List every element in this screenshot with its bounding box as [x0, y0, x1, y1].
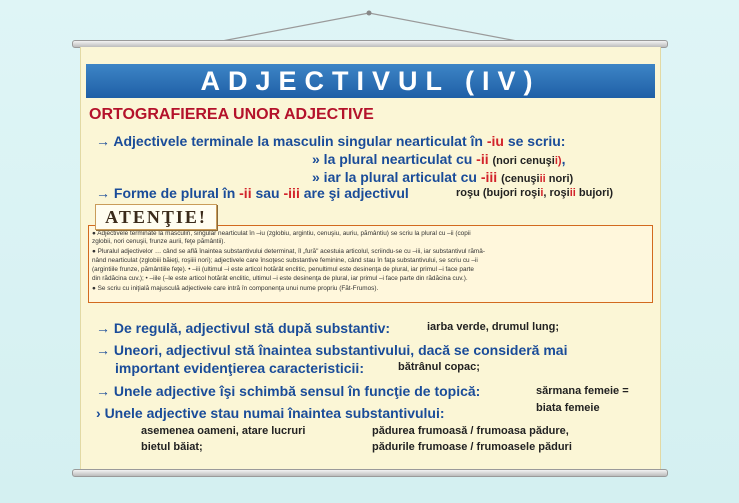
rule-rosu-plural: → Forme de plural în -ii sau -iii are şi adjectivul — [96, 185, 409, 201]
topic-example-1: pădurea frumoasă / frumoasa pădure, — [372, 425, 569, 437]
rule-adjective-before-noun: → Uneori, adjectivul stă înaintea substantivului, dacă se consideră mai — [96, 342, 568, 358]
rule-iu-plural-nonarticulated: » la plural nearticulat cu -ii (nori cenuşii), — [312, 151, 566, 167]
topic-example-2: pădurile frumoase / frumoasele păduri — [372, 441, 572, 453]
rule-adjective-before-noun-example: bătrânul copac; — [398, 361, 480, 373]
rule-iu-ending: → Adjectivele terminale la masculin singular nearticulat în -iu se scriu: — [96, 133, 566, 149]
poster — [80, 47, 661, 470]
attention-note-line: (argintiile frunze, pământiile feţe). • –iii (ultimul –i este articol hotărât enclitic, penultimul este desinenţa de plural, iar primul –i face parte — [92, 266, 474, 273]
rule-adjective-after-noun-example: iarba verde, drumul lung; — [427, 321, 560, 333]
rule-adjective-before-noun-line2: important evidenţierea caracteristicii: — [115, 360, 364, 376]
attention-note-line: zglobii, nori cenuşii, frunze aurii, feţe pământii). — [92, 238, 226, 245]
rule-only-before-noun: › Unele adjective stau numai înaintea substantivului: — [96, 405, 445, 421]
only-before-example-2: bietul băiat; — [141, 441, 203, 453]
rule-iu-plural-articulated: » iar la plural articulat cu -iii (cenuşiii nori) — [312, 169, 574, 185]
rule-meaning-by-topic: → Unele adjective îşi schimbă sensul în funcţie de topică: — [96, 383, 481, 399]
attention-label: ATENŢIE! — [95, 204, 217, 230]
attention-box — [88, 225, 653, 303]
only-before-example-1: asemenea oameni, atare lucruri — [141, 425, 306, 437]
rule-meaning-example-2: biata femeie — [536, 402, 600, 414]
attention-note-line: ● Se scriu cu iniţială majusculă adjectivele care intră în componenţa unui nume propriu (Făt-Frumos). — [92, 285, 379, 292]
attention-note-line: ● Pluralul adjectivelor … când se află înaintea substantivului determinat, îl „fură" acestuia articolul, scriindu-se cu –iii, iar substantivul rămâ- — [92, 248, 485, 255]
poster-title: ADJECTIVUL (IV) — [86, 64, 655, 98]
attention-note-line: din rădăcina cuv.); • –iile (–le este articol hotărât enclitic, ultimul –i este desinenţa de plural, iar primul –i face parte din rădăcina cuv.). — [92, 275, 468, 282]
rule-rosu-example: roşu (bujori roşii, roşiii bujori) — [456, 187, 614, 199]
attention-note-line: ● Adjectivele terminate la masculin, singular nearticulat în –iu (zglobiu, argintiu, cenuşiu, auriu, pământiu) se scriu la plural cu –ii (copii — [92, 230, 471, 237]
attention-note-line: nând nearticulat (zglobiii băieţi, roşiiii nori); adjectivele care însoţesc substantive feminine, când stau în faţa substantivului, se scriu cu –ii — [92, 257, 478, 264]
rule-adjective-after-noun: → De regulă, adjectivul stă după substantiv: — [96, 320, 391, 336]
poster-bottom-rod — [72, 469, 668, 477]
rule-meaning-example-1: sărmana femeie = — [536, 385, 629, 397]
section-subtitle: ORTOGRAFIEREA UNOR ADJECTIVE — [89, 106, 374, 123]
